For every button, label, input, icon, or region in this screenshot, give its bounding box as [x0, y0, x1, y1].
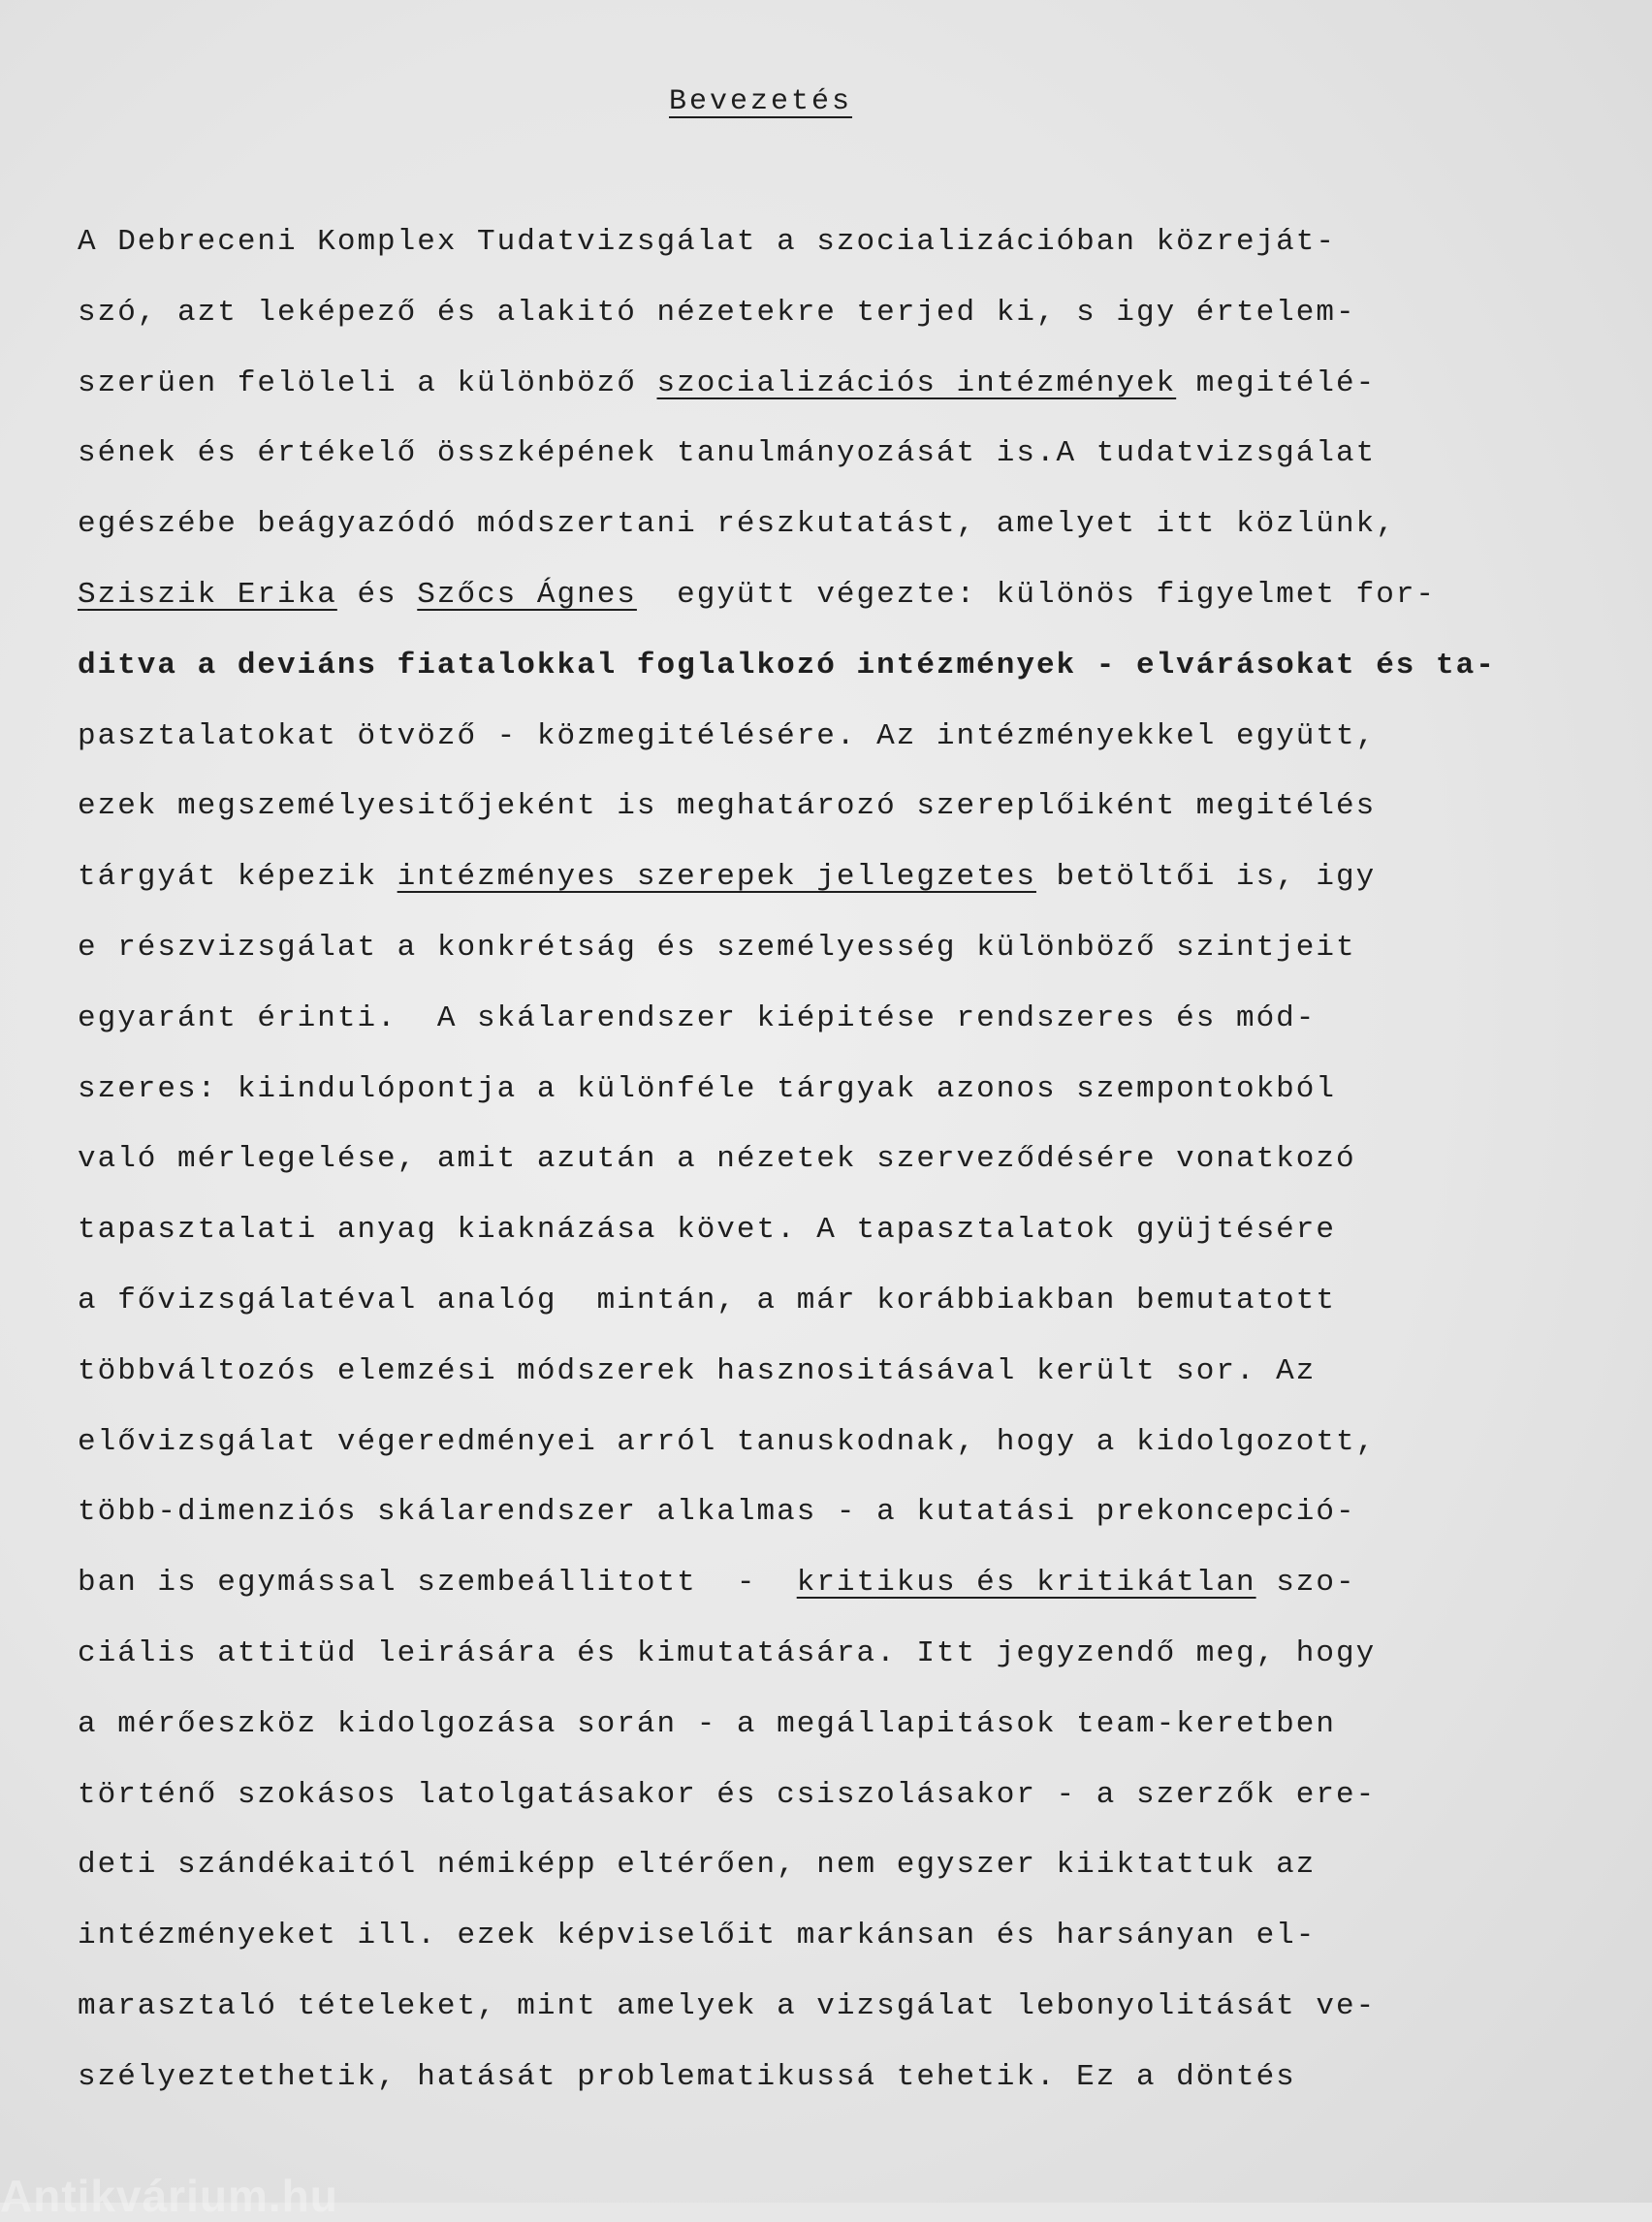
text-line	[78, 1348, 1316, 1396]
text-segment: A Debreceni Komplex Tudatvizsgálat a szocializációban közreját-	[78, 225, 1336, 259]
text-line	[78, 642, 1496, 690]
underlined-phrase: szocializációs intézmények	[656, 365, 1177, 400]
text-line	[78, 1418, 1376, 1467]
underlined-phrase: Sziszik Erika	[78, 578, 337, 612]
text-line	[78, 995, 1316, 1043]
text-line	[78, 782, 1376, 831]
underlined-phrase: intézményes szerepek jellegzetes	[397, 860, 1036, 895]
text-line	[78, 360, 1376, 408]
text-segment: szélyeztethetik, hatását problematikussá tehetik. Ez a döntés	[78, 2059, 1296, 2094]
document-title: Bevezetés	[669, 85, 853, 118]
text-segment: egyaránt érinti. A skálarendszer kiépitése rendszeres és mód-	[78, 1000, 1317, 1035]
text-segment: tapasztalati anyag kiaknázása követ. A tapasztalatok gyüjtésére	[78, 1213, 1336, 1248]
text-line	[78, 500, 1396, 549]
text-segment: e részvizsgálat a konkrétság és személyesség különböző szintjeit	[78, 931, 1356, 965]
text-segment: együtt végezte: különös figyelmet for-	[636, 578, 1437, 612]
text-line	[78, 1559, 1356, 1607]
text-segment: ban is egymással szembeállitott -	[78, 1566, 797, 1601]
text-line	[78, 853, 1376, 902]
text-segment: szeres: kiindulópontja a különféle tárgyak azonos szempontokból	[78, 1071, 1336, 1106]
text-line	[78, 924, 1356, 972]
underlined-phrase: kritikus és kritikátlan	[796, 1566, 1256, 1601]
text-segment: pasztalatokat ötvöző - közmegitélésére. Az intézményekkel együtt,	[78, 718, 1377, 753]
text-line	[78, 1277, 1336, 1325]
text-line	[78, 289, 1356, 337]
text-segment: a fővizsgálatéval analóg mintán, a már korábbiakban bemutatott	[78, 1284, 1336, 1317]
text-segment: egészébe beágyazódó módszertani részkutatást, amelyet itt közlünk,	[78, 507, 1396, 542]
text-segment: a mérőeszköz kidolgozása során - a megállapitások team-keretben	[78, 1706, 1336, 1741]
text-segment: szó, azt leképező és alakitó nézetekre terjed ki, s igy értelem-	[78, 295, 1356, 330]
watermark-text: Antikvárium.hu	[0, 2171, 338, 2221]
text-line	[78, 1771, 1376, 1820]
text-segment: és	[336, 578, 418, 612]
text-line	[78, 1841, 1316, 1889]
text-line	[78, 218, 1336, 267]
text-segment: több-dimenziós skálarendszer alkalmas - a kutatási prekoncepció-	[78, 1495, 1356, 1530]
text-segment: ezek megszemélyesitőjeként is meghatározó szereplőiként megitélés	[78, 789, 1377, 824]
text-segment: szo-	[1255, 1566, 1356, 1601]
text-segment: ciális attitüd leirására és kimutatására. Itt jegyzendő meg, hogy	[78, 1636, 1377, 1670]
text-segment: deti szándékaitól némiképp eltérően, nem egyszer kiiktattuk az	[78, 1848, 1317, 1883]
bold-phrase: ditva a deviáns fiatalokkal foglalkozó intézmények - elvárásokat és ta-	[78, 648, 1496, 682]
text-line	[78, 1630, 1376, 1678]
text-segment: sének és értékelő összképének tanulmányozását is.A tudatvizsgálat	[78, 436, 1377, 471]
text-line	[78, 1488, 1356, 1537]
text-segment: tárgyát képezik	[78, 860, 397, 895]
text-line	[78, 1206, 1336, 1254]
text-segment: történő szokásos latolgatásakor és csiszolásakor - a szerzők ere-	[78, 1777, 1377, 1812]
text-line	[78, 1912, 1316, 1960]
text-line	[78, 1983, 1376, 2031]
text-segment: intézményeket ill. ezek képviselőit markánsan és harsányan el-	[78, 1919, 1317, 1953]
text-line	[78, 2053, 1296, 2102]
text-segment: szerüen felöleli a különböző	[78, 365, 657, 400]
text-line	[78, 713, 1376, 761]
text-segment: megitélé-	[1176, 365, 1377, 400]
text-line	[78, 1135, 1356, 1184]
text-line	[78, 1700, 1336, 1749]
text-segment: marasztaló tételeket, mint amelyek a vizsgálat lebonyolitását ve-	[78, 1989, 1377, 2023]
text-line	[78, 571, 1436, 619]
text-line	[78, 1065, 1336, 1114]
text-segment: való mérlegelése, amit azután a nézetek szerveződésére vonatkozó	[78, 1142, 1356, 1177]
underlined-phrase: Szőcs Ágnes	[417, 578, 637, 612]
text-segment: elővizsgálat végeredményei arról tanuskodnak, hogy a kidolgozott,	[78, 1424, 1377, 1459]
text-line	[78, 429, 1376, 478]
text-segment: betöltői is, igy	[1035, 860, 1377, 895]
text-segment: többváltozós elemzési módszerek hasznositásával került sor. Az	[78, 1353, 1317, 1388]
